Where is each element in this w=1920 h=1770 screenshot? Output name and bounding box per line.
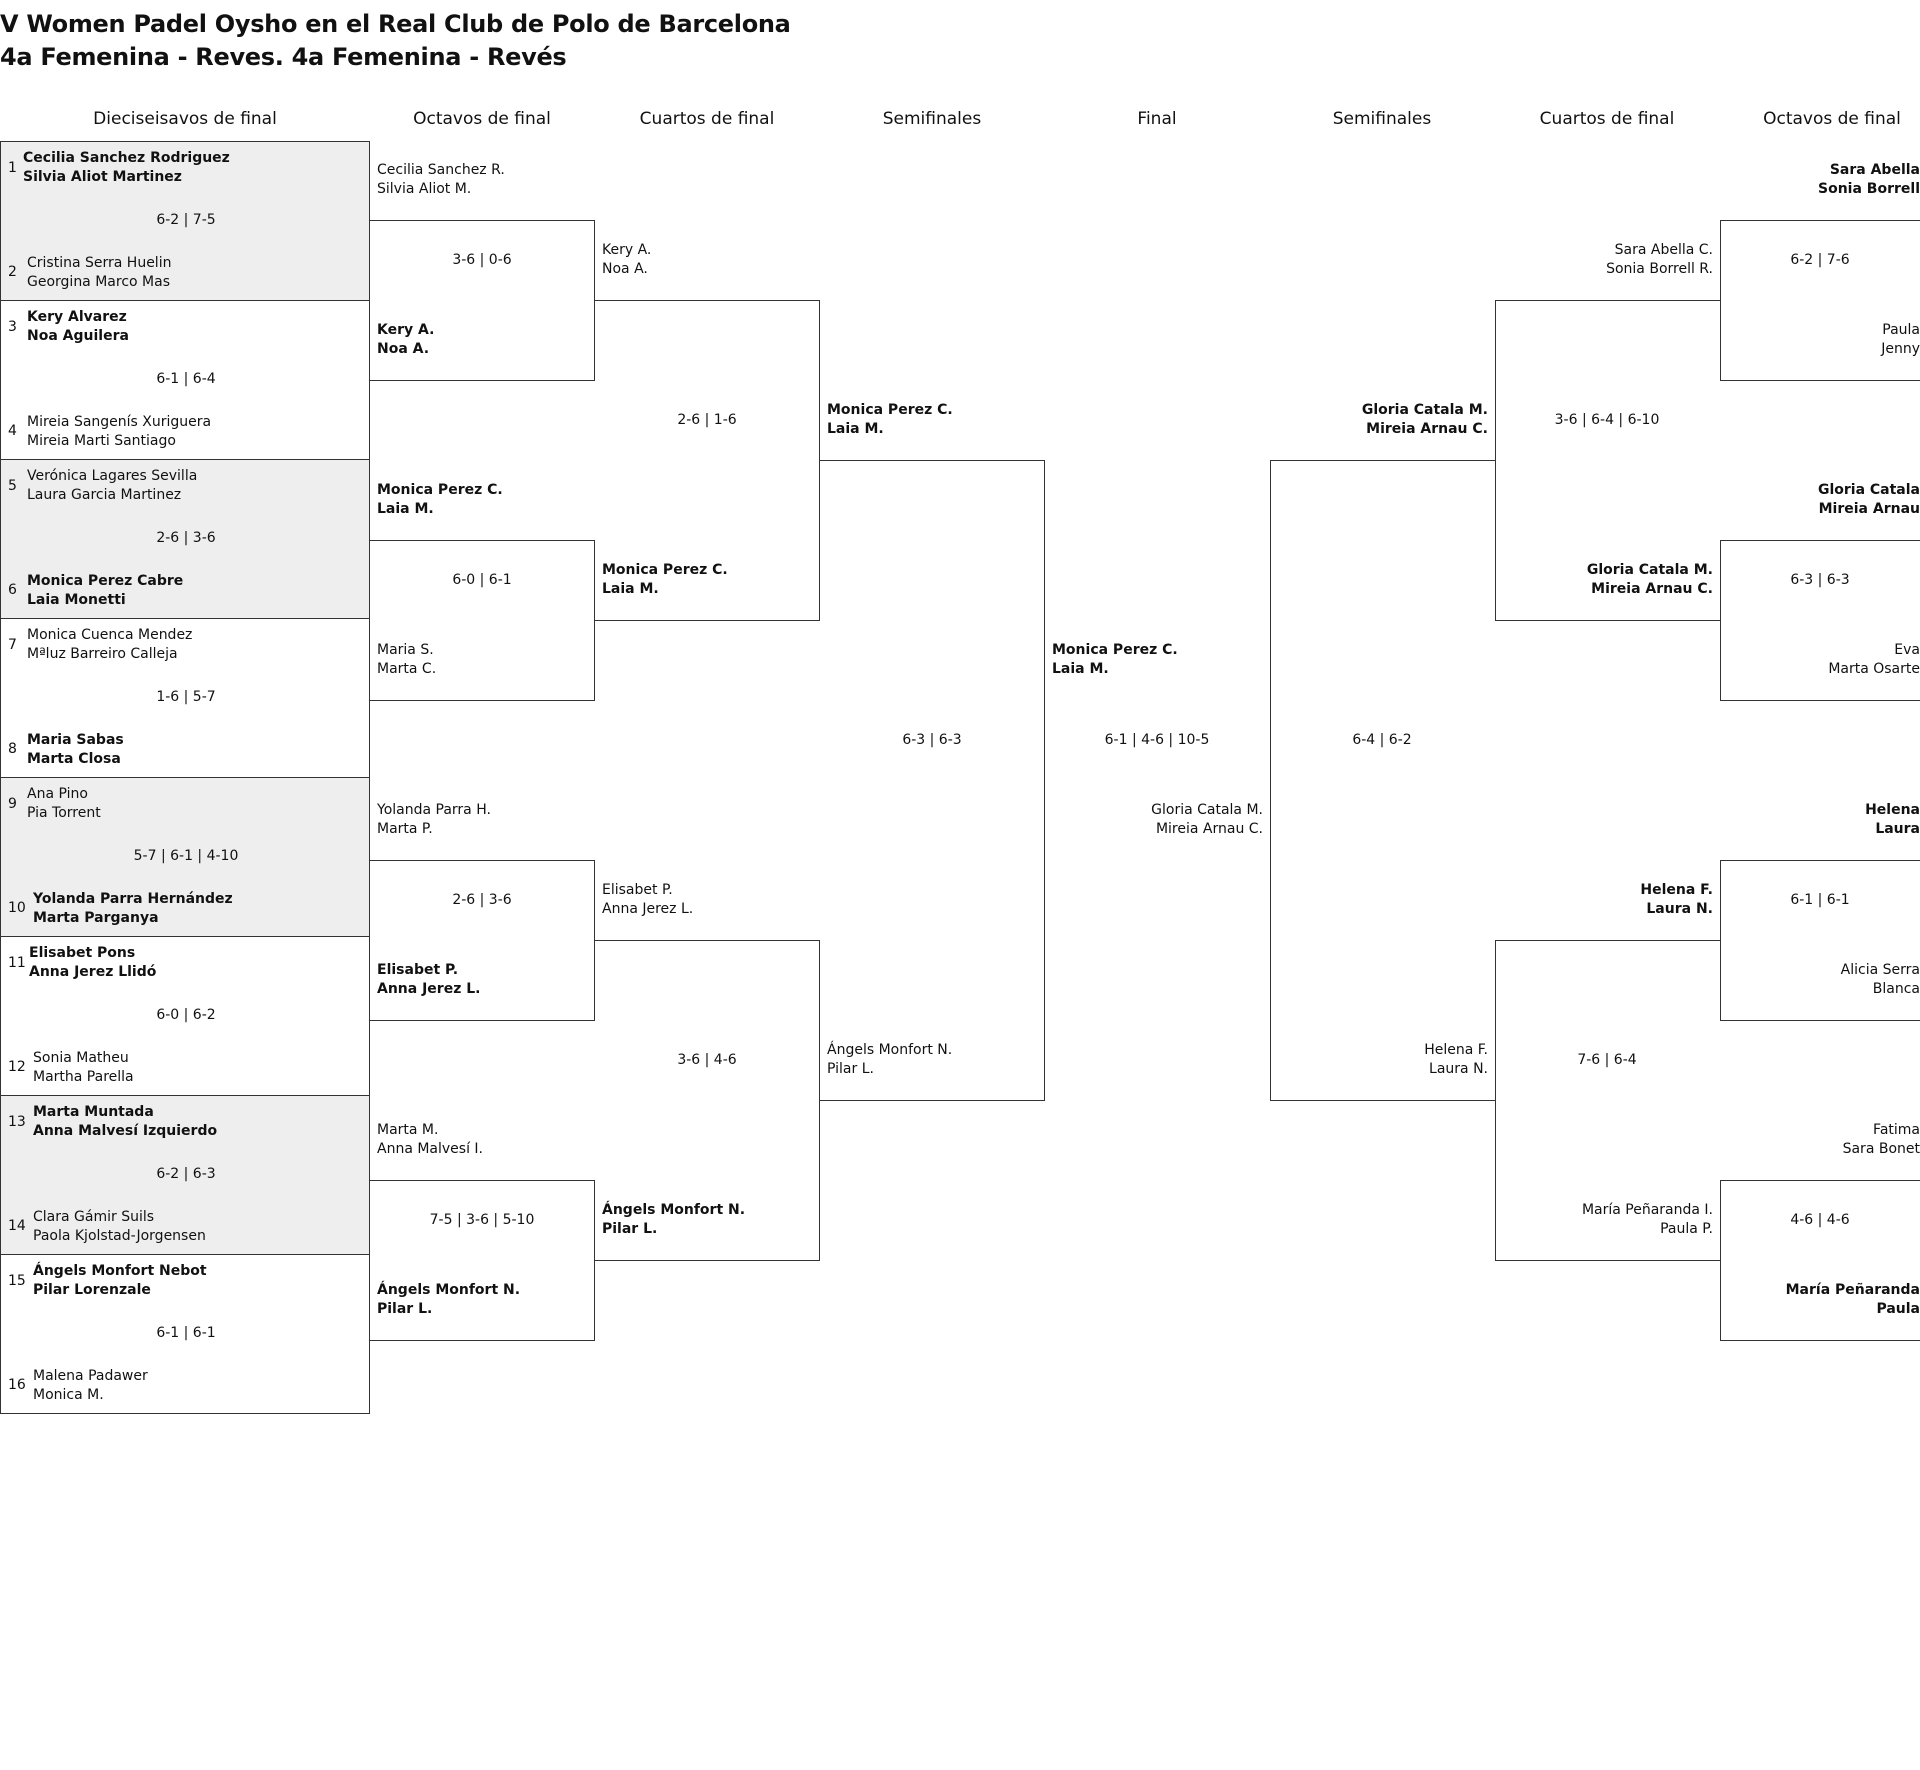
player-name: Ángels Monfort N.: [827, 1042, 953, 1058]
player-name: Monica Perez C.: [602, 562, 728, 578]
player-name: Yolanda Parra H.: [377, 802, 491, 818]
player-name: Kery Alvarez: [27, 309, 127, 325]
match-score: 6-2 | 7-6: [1790, 252, 1850, 268]
player-name: Anna Jerez L.: [377, 981, 481, 997]
header-semifinales-right: Semifinales: [1332, 109, 1432, 129]
r2-team: [377, 641, 436, 679]
match-score: 2-6 | 3-6: [156, 530, 216, 546]
player-name: Laia M.: [602, 581, 659, 597]
r2-team: [1720, 1281, 1920, 1319]
r2-team: [1720, 641, 1920, 679]
r2-team: [1720, 161, 1920, 199]
seed-number: 11: [8, 955, 26, 971]
player-name: Laia M.: [827, 421, 884, 437]
player-name: Verónica Lagares Sevilla: [27, 468, 198, 484]
bracket-connector: [820, 460, 1045, 1101]
team-b: [33, 1049, 134, 1087]
team-b: [33, 1367, 148, 1405]
r2-team: [1720, 961, 1920, 999]
player-name: Monica M.: [33, 1387, 104, 1403]
r2-team: [377, 1281, 520, 1319]
player-name: Noa A.: [602, 261, 648, 277]
player-name: Ana Pino: [27, 786, 88, 802]
match-score: 2-6 | 1-6: [677, 412, 737, 428]
seed-number: 5: [8, 478, 17, 494]
seed-number: 6: [8, 582, 17, 598]
team-b: [33, 1208, 206, 1246]
team-a: [27, 626, 192, 664]
match-score: 1-6 | 5-7: [156, 689, 216, 705]
seed-number: 2: [8, 264, 17, 280]
r2-team: [1720, 321, 1920, 359]
player-name: Anna Malvesí I.: [377, 1141, 484, 1157]
player-name: Sara Abella C.: [1614, 242, 1713, 258]
seed-number: 16: [8, 1377, 26, 1393]
player-name: Anna Jerez L.: [602, 901, 694, 917]
player-name: Mireia Sangenís Xuriguera: [27, 414, 212, 430]
player-name: Jenny: [1881, 341, 1920, 357]
header-octavos: Octavos de final: [413, 109, 551, 129]
final-team-runner-up: [1045, 801, 1263, 839]
match-score: 6-3 | 6-3: [1790, 572, 1850, 588]
player-name: Fatima: [1873, 1122, 1920, 1138]
header-cuartos-right: Cuartos de final: [1539, 109, 1675, 129]
player-name: Mireia Arnau: [1818, 501, 1920, 517]
r1-match: [0, 300, 370, 460]
player-name: Clara Gámir Suils: [33, 1209, 155, 1225]
player-name: Alicia Serra: [1840, 962, 1920, 978]
match-score: 2-6 | 3-6: [452, 892, 512, 908]
player-name: Laura N.: [1646, 901, 1713, 917]
r1-match: [0, 1254, 370, 1414]
player-name: Marta P.: [377, 821, 433, 837]
player-name: Laura Garcia Martinez: [27, 487, 182, 503]
player-name: Gloria Catala M.: [1586, 562, 1713, 578]
player-name: Mireia Marti Santiago: [27, 433, 176, 449]
r1-match: [0, 618, 370, 778]
seed-number: 8: [8, 741, 17, 757]
player-name: Marta Muntada: [33, 1104, 154, 1120]
player-name: Marta Closa: [27, 751, 121, 767]
sf-team: [827, 1041, 952, 1079]
player-name: Georgina Marco Mas: [27, 274, 170, 290]
team-b: [33, 890, 233, 928]
match-score: 3-6 | 0-6: [452, 252, 512, 268]
player-name: Helena F.: [1424, 1042, 1488, 1058]
r2-team: [377, 1121, 483, 1159]
player-name: Sonia Borrell: [1818, 181, 1920, 197]
r2-team: [1720, 801, 1920, 839]
match-score: 3-6 | 4-6: [677, 1052, 737, 1068]
qf-team: [602, 881, 693, 919]
r2-team: [377, 321, 434, 359]
player-name: Monica Perez C.: [1052, 642, 1178, 658]
qf-team: [1495, 881, 1713, 919]
player-name: Monica Perez C.: [377, 482, 503, 498]
player-name: Silvia Aliot Martinez: [23, 169, 182, 185]
player-name: Maria Sabas: [27, 732, 124, 748]
player-name: Paula: [1876, 1301, 1920, 1317]
player-name: María Peñaranda: [1785, 1282, 1920, 1298]
seed-number: 1: [8, 160, 17, 176]
qf-team: [1495, 241, 1713, 279]
team-b: [27, 572, 183, 610]
seed-number: 13: [8, 1114, 26, 1130]
player-name: Kery A.: [377, 322, 435, 338]
qf-team: [1495, 561, 1713, 599]
player-name: Noa Aguilera: [27, 328, 129, 344]
r1-match: [0, 777, 370, 937]
player-name: Helena F.: [1640, 882, 1713, 898]
r2-team: [377, 161, 505, 199]
match-score: 6-0 | 6-2: [156, 1007, 216, 1023]
header-cuartos: Cuartos de final: [639, 109, 775, 129]
player-name: Elisabet P.: [602, 882, 673, 898]
seed-number: 12: [8, 1059, 26, 1075]
team-a: [33, 1262, 207, 1300]
player-name: Marta M.: [377, 1122, 439, 1138]
player-name: Mireia Arnau C.: [1155, 821, 1263, 837]
player-name: Yolanda Parra Hernández: [33, 891, 233, 907]
player-name: Ángels Monfort N.: [602, 1202, 746, 1218]
match-score: 5-7 | 6-1 | 4-10: [133, 848, 239, 864]
player-name: Monica Perez Cabre: [27, 573, 184, 589]
match-score: 6-4 | 6-2: [1352, 732, 1412, 748]
match-score: 6-0 | 6-1: [452, 572, 512, 588]
team-b: [27, 413, 211, 451]
player-name: Pia Torrent: [27, 805, 101, 821]
team-b: [27, 731, 124, 769]
player-name: Ángels Monfort Nebot: [33, 1263, 207, 1279]
match-score: 7-6 | 6-4: [1577, 1052, 1637, 1068]
player-name: Elisabet P.: [377, 962, 459, 978]
player-name: Sonia Matheu: [33, 1050, 129, 1066]
header-octavos-right: Octavos de final: [1763, 109, 1901, 129]
player-name: Pilar L.: [602, 1221, 658, 1237]
qf-team: [602, 1201, 745, 1239]
header-dieciseisavos: Dieciseisavos de final: [93, 109, 277, 129]
qf-team: [1495, 1201, 1713, 1239]
sf-team: [1270, 401, 1488, 439]
match-score: 3-6 | 6-4 | 6-10: [1554, 412, 1660, 428]
player-name: Sara Bonet: [1842, 1141, 1920, 1157]
r1-match: [0, 936, 370, 1096]
match-score: 6-3 | 6-3: [902, 732, 962, 748]
match-score: 6-2 | 6-3: [156, 1166, 216, 1182]
player-name: Laia M.: [1052, 661, 1109, 677]
player-name: Gloria Catala M.: [1361, 402, 1488, 418]
team-a: [29, 944, 156, 982]
team-a: [27, 785, 101, 823]
match-score: 6-1 | 6-1: [1790, 892, 1850, 908]
player-name: Gloria Catala M.: [1151, 802, 1263, 818]
player-name: Kery A.: [602, 242, 652, 258]
player-name: Paula P.: [1660, 1221, 1713, 1237]
match-score: 6-1 | 6-4: [156, 371, 216, 387]
player-name: Pilar Lorenzale: [33, 1282, 151, 1298]
player-name: Gloria Catala: [1817, 482, 1920, 498]
player-name: Pilar L.: [827, 1061, 874, 1077]
player-name: Mireia Arnau C.: [1591, 581, 1713, 597]
player-name: Laia M.: [377, 501, 434, 517]
header-semifinales: Semifinales: [882, 109, 982, 129]
seed-number: 4: [8, 423, 17, 439]
player-name: Pilar L.: [377, 1301, 433, 1317]
player-name: Paula: [1882, 322, 1920, 338]
player-name: Marta Parganya: [33, 910, 159, 926]
title-line-1: V Women Padel Oysho en el Real Club de Polo de Barcelona: [0, 10, 791, 38]
r2-team: [377, 961, 480, 999]
player-name: Noa A.: [377, 341, 430, 357]
player-name: Sonia Borrell R.: [1606, 261, 1713, 277]
final-team-winner: [1052, 641, 1178, 679]
player-name: Maria S.: [377, 642, 434, 658]
r1-match: [0, 459, 370, 619]
player-name: Laura: [1875, 821, 1920, 837]
seed-number: 7: [8, 637, 17, 653]
match-score: 6-1 | 6-1: [156, 1325, 216, 1341]
player-name: Cecilia Sanchez Rodriguez: [23, 150, 230, 166]
match-score: 6-2 | 7-5: [156, 212, 216, 228]
player-name: Helena: [1865, 802, 1920, 818]
r2-team: [1720, 1121, 1920, 1159]
seed-number: 15: [8, 1273, 26, 1289]
player-name: Anna Jerez Llidó: [29, 964, 157, 980]
tournament-title: [0, 8, 791, 74]
r1-match: [0, 1095, 370, 1255]
player-name: Laia Monetti: [27, 592, 126, 608]
player-name: Martha Parella: [33, 1069, 134, 1085]
player-name: Mireia Arnau C.: [1366, 421, 1488, 437]
player-name: Ángels Monfort N.: [377, 1282, 521, 1298]
team-a: [33, 1103, 217, 1141]
sf-team: [827, 401, 953, 439]
final-score: 6-1 | 4-6 | 10-5: [1104, 732, 1210, 748]
qf-team: [602, 561, 728, 599]
player-name: Monica Cuenca Mendez: [27, 627, 193, 643]
title-line-2: 4a Femenina - Reves. 4a Femenina - Revés: [0, 43, 567, 71]
match-score: 4-6 | 4-6: [1790, 1212, 1850, 1228]
player-name: Paola Kjolstad-Jorgensen: [33, 1228, 206, 1244]
match-score: 7-5 | 3-6 | 5-10: [429, 1212, 535, 1228]
player-name: Elisabet Pons: [29, 945, 136, 961]
player-name: Sara Abella: [1829, 162, 1920, 178]
player-name: Cecilia Sanchez R.: [377, 162, 505, 178]
player-name: Laura N.: [1429, 1061, 1488, 1077]
player-name: Blanca: [1872, 981, 1920, 997]
player-name: Eva: [1894, 642, 1920, 658]
seed-number: 3: [8, 319, 17, 335]
player-name: Malena Padawer: [33, 1368, 148, 1384]
r2-team: [1720, 481, 1920, 519]
team-a: [27, 308, 129, 346]
team-b: [27, 254, 171, 292]
player-name: Cristina Serra Huelin: [27, 255, 172, 271]
player-name: Anna Malvesí Izquierdo: [33, 1123, 218, 1139]
team-a: [27, 467, 197, 505]
player-name: Monica Perez C.: [827, 402, 953, 418]
player-name: María Peñaranda I.: [1581, 1202, 1713, 1218]
header-final: Final: [1137, 109, 1177, 129]
sf-team: [1270, 1041, 1488, 1079]
team-a: [23, 149, 230, 187]
player-name: Marta Osarte: [1828, 661, 1920, 677]
seed-number: 14: [8, 1218, 26, 1234]
player-name: Silvia Aliot M.: [377, 181, 472, 197]
bracket-connector: [1270, 460, 1495, 1101]
player-name: Marta C.: [377, 661, 437, 677]
seed-number: 9: [8, 796, 17, 812]
r2-team: [377, 801, 491, 839]
seed-number: 10: [8, 900, 26, 916]
qf-team: [602, 241, 651, 279]
r1-match: [0, 141, 370, 301]
player-name: Mªluz Barreiro Calleja: [27, 646, 178, 662]
r2-team: [377, 481, 503, 519]
